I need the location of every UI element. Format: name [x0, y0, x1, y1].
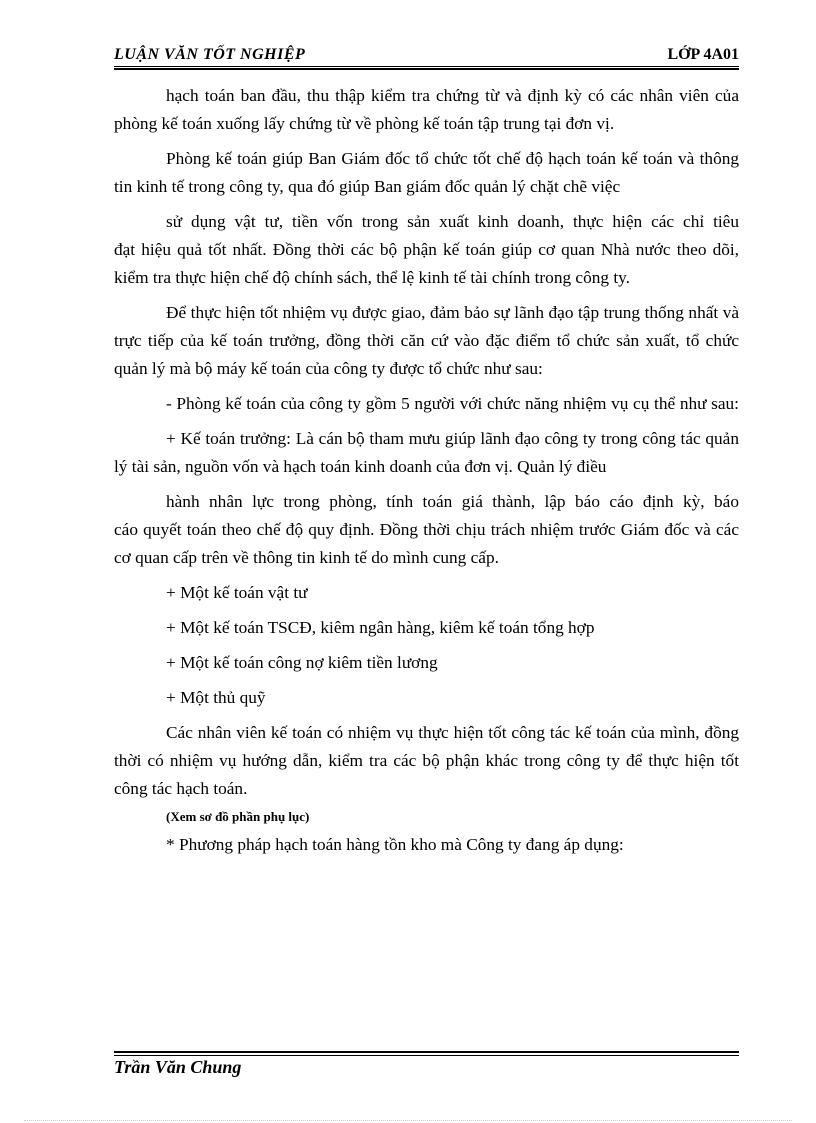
list-item-2: + Một kế toán TSCĐ, kiêm ngân hàng, kiêm kế toán tổng hợp — [166, 618, 595, 637]
footer-rule — [114, 1051, 739, 1056]
paragraph-7-first-line: hành nhân lực trong phòng, tính toán giá thành, lập báo cáo định kỳ, báo — [166, 492, 739, 511]
list-item-3: + Một kế toán công nợ kiêm tiền lương — [166, 653, 438, 672]
header-class: LỚP 4A01 — [667, 46, 739, 63]
paragraph-1: hạch toán ban đầu, thu thập kiểm tra chứng từ và định kỳ có các nhân viên của phòng kế toán xuống lấy chứng từ về phòng kế toán tập trung tại đơn vị. — [114, 86, 739, 133]
page-header — [114, 44, 739, 66]
header-title: LUẬN VĂN TỐT NGHIỆP — [114, 46, 306, 63]
appendix-note: (Xem sơ đồ phần phụ lục) — [166, 809, 310, 824]
paragraph-7-rest: cáo quyết toán theo chế độ quy định. Đồng thời chịu trách nhiệm trước Giám đốc và các cơ quan cấp trên về thông tin kinh tế do mình cung cấp. — [114, 520, 739, 567]
document-body — [114, 82, 739, 859]
paragraph-6: + Kế toán trưởng: Là cán bộ tham mưu giúp lãnh đạo công ty trong công tác quản lý tài sản, nguồn vốn và hạch toán kinh doanh của đơn vị. Quản lý điều — [114, 429, 739, 476]
page-bottom-edge — [24, 1120, 792, 1121]
paragraph-5: - Phòng kế toán của công ty gồm 5 người với chức năng nhiệm vụ cụ thể như sau: — [166, 394, 739, 413]
header-rule — [114, 66, 739, 70]
list-item-4: + Một thủ quỹ — [166, 688, 266, 707]
paragraph-8: Các nhân viên kế toán có nhiệm vụ thực hiện tốt công tác kế toán của mình, đồng thời có nhiệm vụ hướng dẫn, kiểm tra các bộ phận khác trong công ty để thực hiện tốt công tác hạch toán. — [114, 723, 739, 798]
paragraph-2: Phòng kế toán giúp Ban Giám đốc tổ chức tốt chế độ hạch toán kế toán và thông tin kinh tế trong công ty, qua đó giúp Ban giám đốc quản lý chặt chẽ việc — [114, 149, 739, 196]
list-item-1: + Một kế toán vật tư — [166, 583, 308, 602]
paragraph-3-first-line: sử dụng vật tư, tiền vốn trong sản xuất kinh doanh, thực hiện các chỉ tiêu — [166, 212, 739, 231]
paragraph-3-rest: đạt hiệu quả tốt nhất. Đồng thời các bộ phận kế toán giúp cơ quan Nhà nước theo dõi, kiểm tra thực hiện chế độ chính sách, thể lệ kinh tế tài chính trong công ty. — [114, 240, 739, 287]
paragraph-9: * Phương pháp hạch toán hàng tồn kho mà Công ty đang áp dụng: — [166, 835, 624, 854]
footer-author: Trần Văn Chung — [114, 1057, 242, 1077]
paragraph-4: Để thực hiện tốt nhiệm vụ được giao, đảm bảo sự lãnh đạo tập trung thống nhất và trực tiếp của kế toán trưởng, đồng thời căn cứ vào đặc điểm tổ chức sản xuất, tổ chức quản lý mà bộ máy kế toán của công ty được tổ chức như sau: — [114, 303, 739, 378]
